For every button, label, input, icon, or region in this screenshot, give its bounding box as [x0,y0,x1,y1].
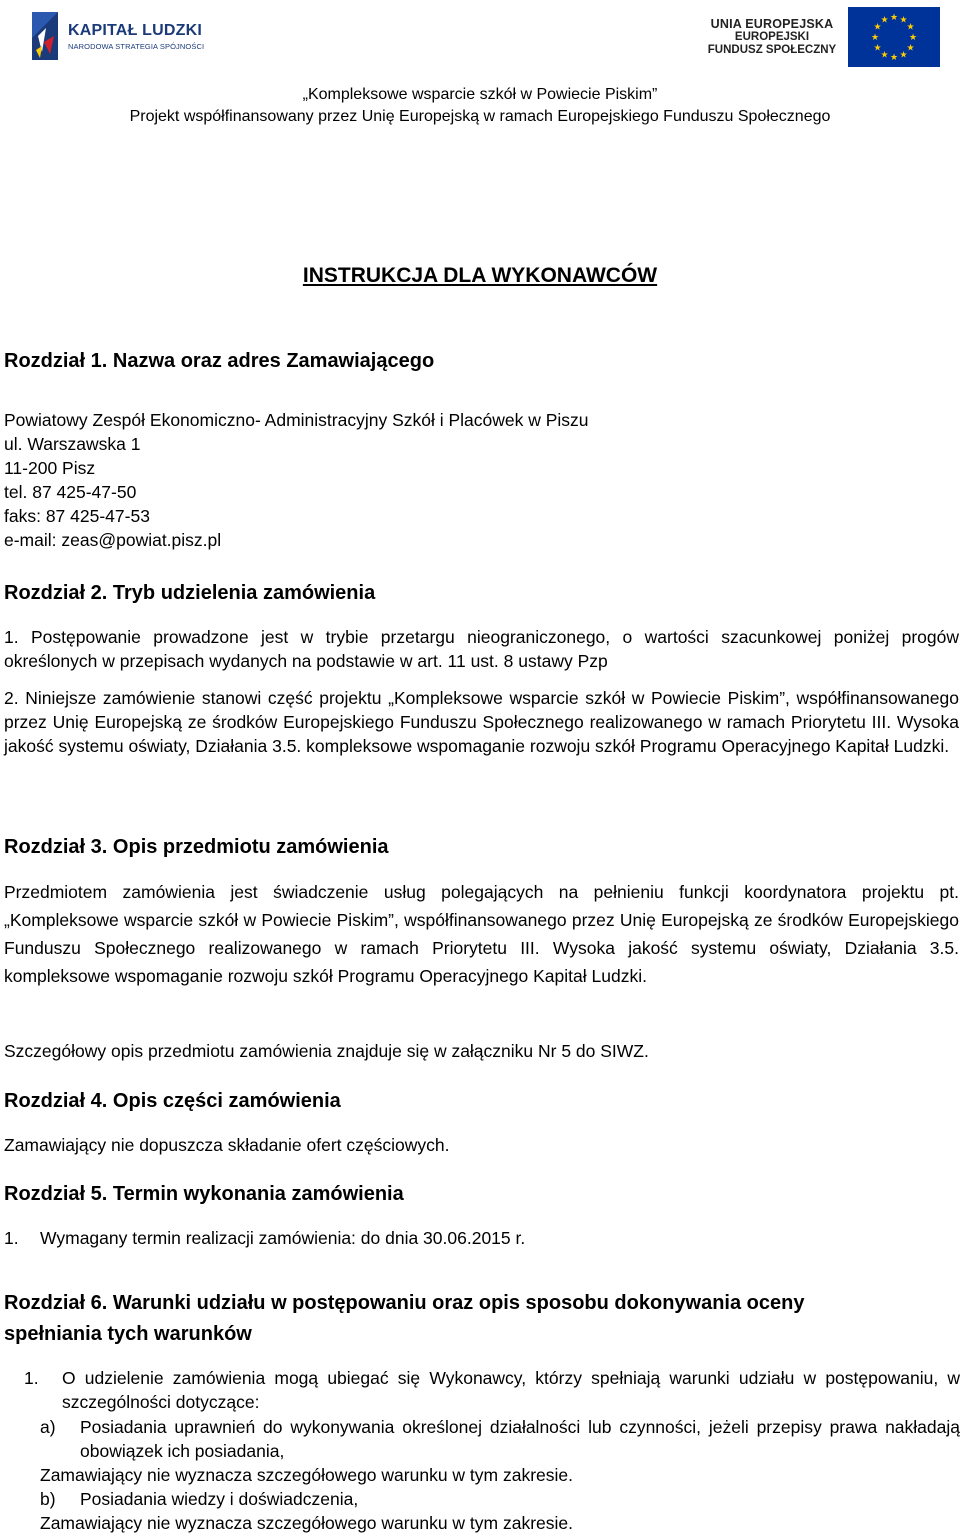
svg-text:★: ★ [873,22,882,33]
kl-logo-subtitle: NARODOWA STRATEGIA SPÓJNOŚCI [68,41,205,51]
chapter-5-item-number: 1. [4,1228,19,1248]
svg-text:★: ★ [889,13,899,23]
svg-text:★: ★ [906,22,915,33]
chapter-2-heading: Rozdział 2. Tryb udzielenia zamówienia [4,582,376,604]
chapter-5-number: Rozdział 5. [4,1183,108,1205]
chapter-5-title: Termin wykonania zamówienia [107,1183,404,1205]
eu-flag-icon [848,7,940,67]
list-item-number: 1. [24,1368,39,1388]
chapter-1-heading: Rozdział 1. Nazwa oraz adres Zamawiającego [4,350,435,372]
address-line: ul. Warszawska 1 [4,434,141,454]
chapter-4-title: Opis części zamówienia [107,1090,341,1112]
eu-logo-line1: UNIA EUROPEJSKA [710,17,834,31]
svg-text:★: ★ [889,53,899,63]
document-header [0,0,960,140]
chapter-5-item-text: Wymagany termin realizacji zamówienia: do dnia 30.06.2015 r. [40,1228,526,1248]
chapter-4-number: Rozdział 4. [4,1090,108,1112]
list-item-text: O udzielenie zamówienia mogą ubiegać się Wykonawcy, którzy spełniają warunki udziału w postępowaniu, w szczególności dotyczące: [62,1368,960,1412]
svg-text:★: ★ [880,15,889,26]
svg-text:★: ★ [899,15,908,26]
chapter-6-heading-continued: spełniania tych warunków [4,1323,252,1345]
svg-text:★: ★ [899,50,908,61]
address-line: 11-200 Pisz [4,458,96,478]
chapter-5-heading [4,1183,404,1206]
chapter-3-number: Rozdział 3. [4,836,108,858]
eu-logo-line2: EUROPEJSKI [734,31,810,43]
document-title: INSTRUKCJA DLA WYKONAWCÓW [302,264,658,287]
sub-item-a-note: Zamawiający nie wyznacza szczegółowego warunku w tym zakresie. [40,1465,573,1485]
chapter-3-paragraph-2: Szczegółowy opis przedmiotu zamówienia znajduje się w załączniku Nr 5 do SIWZ. [4,1041,649,1061]
fax-line: faks: 87 425-47-53 [4,506,150,526]
chapter-2-paragraph-1: 1. Postępowanie prowadzone jest w trybie przetargu nieograniczonego, o wartości szacunkowej poniżej progów określonych w przepisach wydanych na podstawie w art. 11 ust. 8 ustawy Pzp [4,627,959,671]
email-line: e-mail: zeas@powiat.pisz.pl [4,530,222,550]
project-title: „Kompleksowe wsparcie szkół w Powiecie Piskim” [302,86,658,103]
kl-logo-title: KAPITAŁ LUDZKI [68,21,203,39]
chapter-4-paragraph: Zamawiający nie dopuszcza składanie ofert częściowych. [4,1135,450,1155]
svg-text:★: ★ [870,33,880,43]
chapter-6-title: Warunki udziału w postępowaniu oraz opis sposobu dokonywania oceny [107,1292,805,1314]
svg-text:★: ★ [873,43,882,54]
kapital-ludzki-emblem-icon [28,8,62,64]
sub-item-a-text: Posiadania uprawnień do wykonywania określonej działalności lub czynności, jeżeli przepisy prawa nakładają obowiązek ich posiadania, [80,1417,960,1461]
svg-text:★: ★ [880,50,889,61]
svg-text:★: ★ [906,43,915,54]
chapter-6-list-item [24,1366,960,1414]
phone-line: tel. 87 425-47-50 [4,482,137,502]
sub-item-b-text: Posiadania wiedzy i doświadczenia, [80,1489,359,1509]
chapter-3-paragraph-1: Przedmiotem zamówienia jest świadczenie usług polegających na pełnieniu funkcji koordynatora projektu pt. „Kompleksowe wsparcie szkół w Powiecie Piskim”, współfinansowanego przez Unię Europejską ze środków Europejskiego Funduszu Społecznego realizowanego w ramach Priorytetu III. Wysoka jakość systemu oświaty, Działania 3.5. kompleksowe wspomaganie rozwoju szkół Programu Operacyjnego Kapitał Ludzki. [4,882,959,986]
address-line: Powiatowy Zespół Ekonomiczno- Administracyjny Szkół i Placówek w Piszu [4,410,589,430]
chapter-3-heading [4,836,389,859]
project-cofinancing-note: Projekt współfinansowany przez Unię Europejską w ramach Europejskiego Funduszu Społecznego [129,108,831,125]
sub-item-a-label: a) [40,1417,56,1437]
sub-item-b-label: b) [40,1489,56,1509]
chapter-3-title: Opis przedmiotu zamówienia [107,836,389,858]
eu-efs-logo [704,6,944,68]
chapter-2-paragraph-2: 2. Niniejsze zamówienie stanowi część projektu „Kompleksowe wsparcie szkół w Powiecie Piskim”, współfinansowanego przez Unię Europejską ze środków Europejskiego Funduszu Społecznego realizowanego w ramach Priorytetu III. Wysoka jakość systemu oświaty, Działania 3.5. kompleksowe wspomaganie rozwoju szkół Programu Operacyjnego Kapitał Ludzki. [4,688,959,756]
eu-logo-line3: FUNDUSZ SPOŁECZNY [707,44,837,56]
chapter-6-number: Rozdział 6. [4,1292,108,1314]
sub-item-b-note: Zamawiający nie wyznacza szczegółowego warunku w tym zakresie. [40,1513,573,1533]
chapter-6-heading [4,1292,804,1315]
kapital-ludzki-logo [28,6,208,66]
svg-text:★: ★ [908,33,918,43]
chapter-4-heading [4,1090,341,1113]
